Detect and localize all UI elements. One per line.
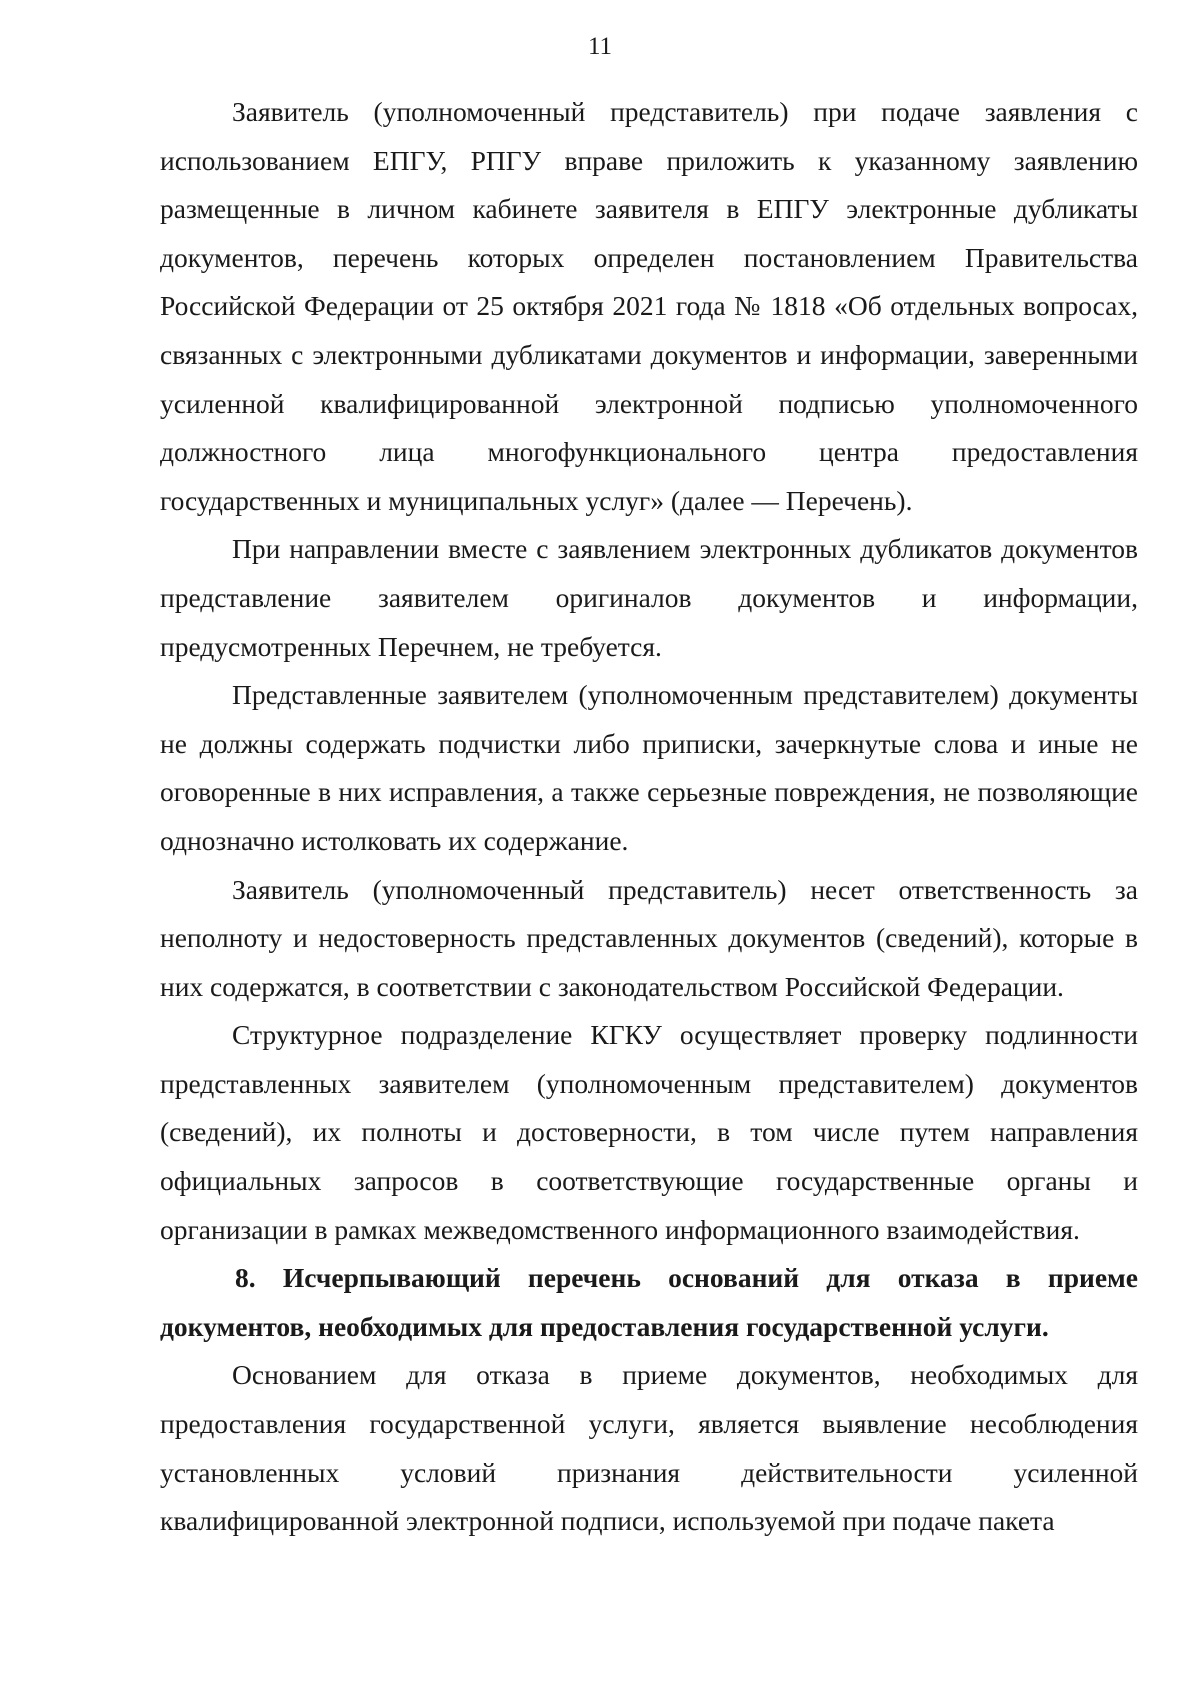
paragraph-applicant-responsibility: Заявитель (уполномоченный представитель) несет ответственность за неполноту и недостоверность представленных документов (сведений), которые в них содержатся, в соответствии с законодательством Российской Федерации. xyxy=(160,873,1138,1002)
section-heading: 8. Исчерпывающий перечень оснований для отказа в приеме документов, необходимых для предоставления государственной услуги. xyxy=(160,1262,1138,1342)
paragraph-authenticity-check: Структурное подразделение КГКУ осуществляет проверку подлинности представленных заявителем (уполномоченным представителем) документов (сведений), их полноты и достоверности, в том числе путем направления официальных запросов в соответствующие государственные органы и организации в рамках межведомственного информационного взаимодействия. xyxy=(160,1019,1138,1245)
paragraph-electronic-duplicates: Заявитель (уполномоченный представитель) при подаче заявления с использованием ЕПГУ, РПГУ вправе приложить к указанному заявлению размещенные в личном кабинете заявителя в ЕПГУ электронные дубликаты документов, перечень которых определен постановлением Правительства Российской Федерации от 25 октября 2021 года № 1818 «Об отдельных вопросах, связанных с электронными дубликатами документов и информации, заверенными усиленной квалифицированной электронной подписью уполномоченного должностного лица многофункционального центра предоставления государственных и муниципальных услуг» (далее — Перечень). xyxy=(160,96,1138,516)
paragraph-originals-not-required: При направлении вместе с заявлением электронных дубликатов документов представление заявителем оригиналов документов и информации, предусмотренных Перечнем, не требуется. xyxy=(160,533,1138,662)
page-number: 11 xyxy=(587,33,613,60)
document-body xyxy=(160,88,1138,1546)
paragraph-document-requirements: Представленные заявителем (уполномоченным представителем) документы не должны содержать подчистки либо приписки, зачеркнутые слова и иные не оговоренные в них исправления, а также серьезные повреждения, не позволяющие однозначно истолковать их содержание. xyxy=(160,679,1138,856)
paragraph-refusal-grounds: Основанием для отказа в приеме документов, необходимых для предоставления государственной услуги, является выявление несоблюдения установленных условий признания действительности усиленной квалифицированной электронной подписи, используемой при подаче пакета xyxy=(160,1359,1138,1537)
